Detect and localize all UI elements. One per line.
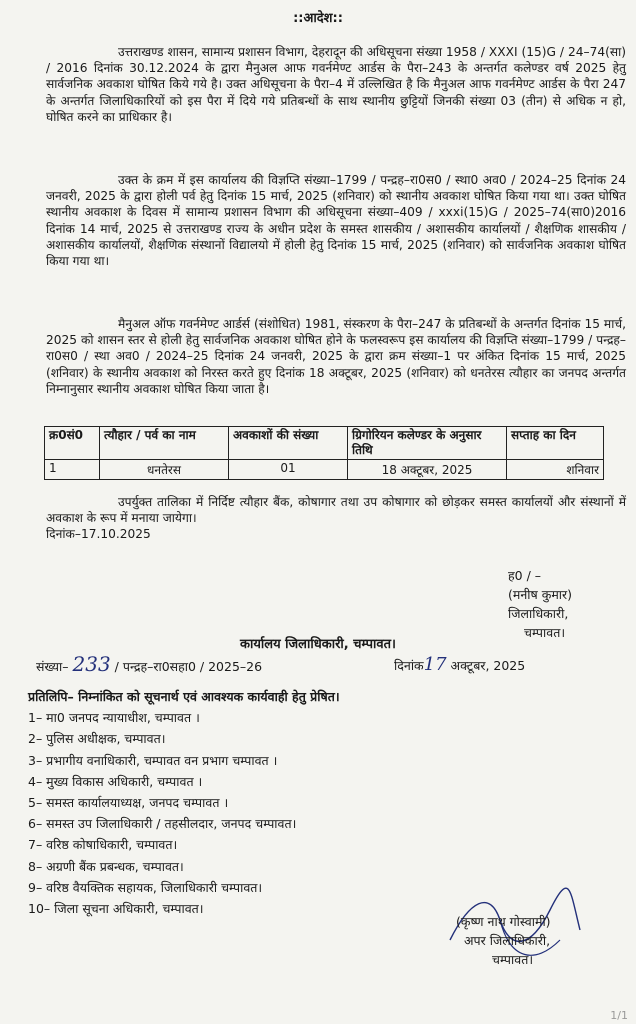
- ref-date-prefix: दिनांक: [394, 658, 424, 673]
- paragraph-1-text: उत्तराखण्ड शासन, सामान्य प्रशासन विभाग, देहरादून की अधिसूचना संख्या 1958 / XXXI (15)G / 24–74(सा) / 2016 दिनांक 30.12.2024 के द्वारा मैनुअल आफ गवर्नमेण्ट आर्डस के पैरा–243 के अन्तर्गत कलेण्डर वर्ष 2025 हेतु सार्वजनिक अवकाश घोषित किये गये है। उक्त अधिसूचना के पैरा–4 में उल्लिखित है कि मैनुअल आफ गवर्नमेण्ट आर्डस के पैरा 247 के अन्तर्गत जिलाधिकारियों को इस पैरा में दिये गये प्रतिबन्धों के साथ स्थानीय छुट्टियों जिनकी संख्या 03 (तीन) से अधिक न हो, घोषित करने का प्राधिकार है।: [46, 45, 626, 124]
- ref-date-suffix: अक्टूबर, 2025: [450, 658, 526, 673]
- holiday-table: [44, 426, 604, 480]
- table-header-row: [45, 427, 604, 460]
- signatory-name: (मनीष कुमार): [508, 587, 573, 602]
- list-item: 4– मुख्य विकास अधिकारी, चम्पावत ।: [28, 773, 203, 789]
- list-item: 1– मा0 जनपद न्यायाधीश, चम्पावत ।: [28, 710, 200, 726]
- paragraph-3-text: मैनुअल ऑफ गवर्नमेण्ट आर्डर्स (संशोधित) 1981, संस्करण के पैरा–247 के प्रतिबन्धों के अन्तर्गत दिनांक 15 मार्च, 2025 को शासन स्तर से होली हेतु सार्वजनिक अवकाश घोषित होने के फलस्वरूप इस कार्यालय की विज्ञप्ति संख्या–1799 / पन्द्रह–रा0स0 / स्था अव0 / 2024–25 दिनांक 24 जनवरी, 2025 के द्वारा क्रम संख्या–1 पर अंकित दिनांक 15 मार्च, 2025 (शनिवार) के स्थानीय अवकाश को निरस्त करते हुए दिनांक 18 अक्टूबर, 2025 (शनिवार) को धनतेरस त्यौहार का जनपद अन्तर्गत निम्नानुसार स्थानीय अवकाश घोषित किया जाता है।: [46, 317, 626, 396]
- paragraph-4: [46, 494, 626, 543]
- paragraph-4-text: उपर्युक्त तालिका में निर्दिष्ट त्यौहार बैंक, कोषागार तथा उप कोषागार को छोड़कर समस्त कार्यालयों और संस्थानों में अवकाश के रूप में मनाया जायेगा।: [46, 495, 626, 526]
- table-cell: धनतेरस: [100, 460, 229, 480]
- ref-prefix: संख्या–: [36, 659, 69, 674]
- table-header-cell: सप्ताह का दिन: [507, 427, 604, 460]
- signatory-place: चम्पावत।: [492, 952, 534, 967]
- signatory-name: (कृष्ण नाथ गोस्वामी): [456, 914, 551, 929]
- table-header-cell: ग्रिगोरियन कलेण्डर के अनुसार तिथि: [348, 427, 507, 460]
- table-header-cell: त्यौहार / पर्व का नाम: [100, 427, 229, 460]
- order-title: ::आदेश::: [293, 11, 343, 26]
- table-cell: 18 अक्टूबर, 2025: [348, 460, 507, 480]
- ref-date: [394, 654, 525, 675]
- paragraph-1: [46, 44, 626, 125]
- table-header-cell: क्र0सं0: [45, 427, 100, 460]
- table-cell: 01: [229, 460, 348, 480]
- list-item: 10– जिला सूचना अधिकारी, चम्पावत।: [28, 901, 204, 917]
- ref-suffix: / पन्द्रह–रा0सहा0 / 2025–26: [114, 659, 263, 674]
- paragraph-2: [46, 172, 626, 269]
- list-item: 9– वरिष्ठ वैयक्तिक सहायक, जिलाधिकारी चम्पावत।: [28, 879, 263, 895]
- ref-date-handwritten: 17: [423, 654, 447, 675]
- list-item: 6– समस्त उप जिलाधिकारी / तहसीलदार, जनपद चम्पावत।: [28, 816, 297, 832]
- office-title: कार्यालय जिलाधिकारी, चम्पावत।: [240, 637, 396, 652]
- signed-mark: ह0 / –: [508, 568, 541, 583]
- paragraph-3: [46, 316, 626, 397]
- table-cell: शनिवार: [507, 460, 604, 480]
- signatory-place: चम्पावत।: [524, 625, 566, 640]
- list-item: 5– समस्त कार्यालयाध्यक्ष, जनपद चम्पावत ।: [28, 795, 229, 811]
- table-cell: 1: [45, 460, 100, 480]
- signature-block-adm: [456, 912, 551, 969]
- order-date: दिनांक–17.10.2025: [46, 527, 151, 542]
- signatory-designation: अपर जिलाधिकारी,: [464, 933, 551, 948]
- paragraph-2-text: उक्त के क्रम में इस कार्यालय की विज्ञप्ति संख्या–1799 / पन्द्रह–रा0स0 / स्था0 अव0 / 2024–25 दिनांक 24 जनवरी, 2025 के द्वारा होली पर्व हेतु दिनांक 15 मार्च, 2025 (शनिवार) को स्थानीय अवकाश घोषित किया गया था। उक्त घोषित स्थानीय अवकाश के दिवस में सामान्य प्रशासन विभाग की अधिसूचना संख्या–409 / xxxi(15)G / 2025–74(सा0)2016 दिनांक 14 मार्च, 2025 से उत्तराखण्ड राज्य के अधीन प्रदेश के समस्त शासकीय / अशासकीय कार्यालयों / शैक्षणिक शासकीय / अशासकीय कार्यालयों, शैक्षणिक संस्थानों विद्यालयो में होली हेतु दिनांक 15 मार्च, 2025 (शनिवार) को सार्वजनिक अवकाश घोषित किया गया था।: [46, 173, 626, 269]
- list-item: 2– पुलिस अधीक्षक, चम्पावत।: [28, 731, 166, 747]
- table-header-cell: अवकाशों की संख्या: [229, 427, 348, 460]
- signature-block-dm: [508, 566, 572, 642]
- ref-number-handwritten: 233: [72, 652, 111, 676]
- list-item: 7– वरिष्ठ कोषाधिकारी, चम्पावत।: [28, 837, 178, 853]
- table-row: [45, 460, 604, 480]
- signatory-designation: जिलाधिकारी,: [508, 606, 569, 621]
- page-number: 1/1: [610, 1009, 628, 1022]
- list-item: 8– अग्रणी बैंक प्रबन्धक, चम्पावत।: [28, 858, 184, 874]
- reference-line: [36, 652, 616, 676]
- list-item: 3– प्रभागीय वनाधिकारी, चम्पावत वन प्रभाग चम्पावत ।: [28, 752, 278, 768]
- copy-heading: प्रतिलिपि– निम्नांकित को सूचनार्थ एवं आवश्यक कार्यवाही हेतु प्रेषित।: [28, 689, 340, 704]
